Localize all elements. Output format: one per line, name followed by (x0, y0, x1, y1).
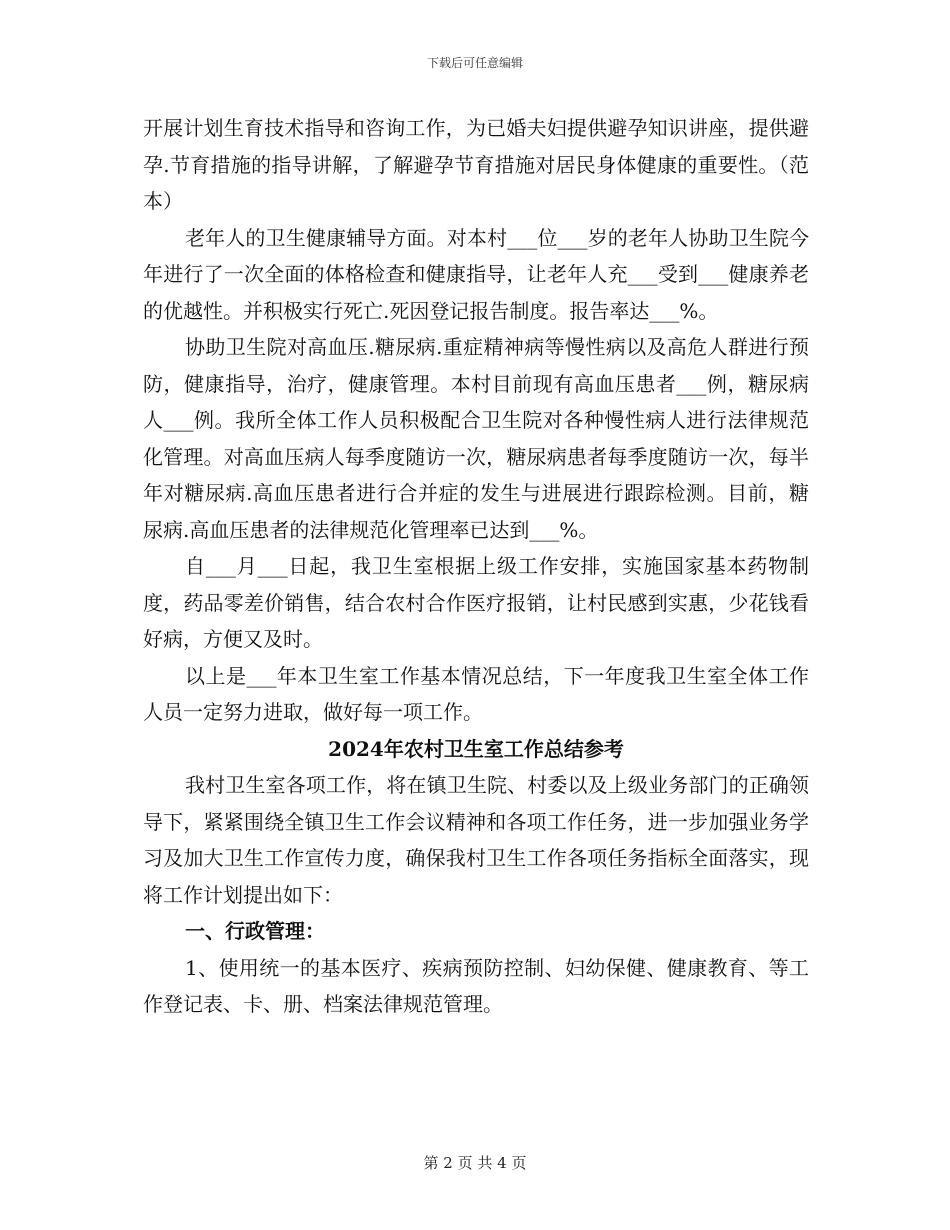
paragraph-admin-item-1: 1、使用统一的基本医疗、疾病预防控制、妇幼保健、健康教育、等工作登记表、卡、册、档案法律规范管理。 (143, 955, 809, 1016)
page-number: 第 2 页 共 4 页 (423, 1154, 527, 1172)
paragraph-family-planning: 开展计划生育技术指导和咨询工作，为已婚夫妇提供避孕知识讲座，提供避孕.节育措施的指导讲解，了解避孕节育措施对居民身体健康的重要性。（范本） (143, 116, 809, 213)
paragraph-chronic-disease: 协助卫生院对高血压.糖尿病.重症精神病等慢性病以及高危人群进行预防，健康指导，治疗，健康管理。本村目前现有高血压患者___例，糖尿病人___例。我所全体工作人员积极配合卫生院对各种慢性病人进行法律规范化管理。对高血压病人每季度随访一次，糖尿病患者每季度随访一次，每半年对糖尿病.高血压患者进行合并症的发生与进展进行跟踪检测。目前，糖尿病.高血压患者的法律规范化管理率已达到___%。 (143, 335, 809, 542)
paragraph-elderly-health: 老年人的卫生健康辅导方面。对本村___位___岁的老年人协助卫生院今年进行了一次全面的体格检查和健康指导，让老年人充___受到___健康养老的优越性。并积极实行死亡.死因登记报告制度。报告率达___%。 (143, 225, 809, 323)
section-title: 2024年农村卫生室工作总结参考 (328, 736, 624, 761)
section-heading-admin: 一、行政管理： (185, 919, 325, 943)
paragraph-plan-intro: 我村卫生室各项工作，将在镇卫生院、村委以及上级业务部门的正确领导下，紧紧围绕全镇卫生工作会议精神和各项工作任务，进一步加强业务学习及加大卫生工作宣传力度，确保我村卫生工作各项任务指标全面落实，现将工作计划提出如下： (143, 773, 809, 907)
paragraph-summary-closing: 以上是___年本卫生室工作基本情况总结，下一年度我卫生室全体工作人员一定努力进取，做好每一项工作。 (143, 663, 809, 724)
document-body (143, 110, 809, 1023)
header-note: 下载后可任意编辑 (426, 56, 523, 70)
paragraph-essential-drugs: 自___月___日起，我卫生室根据上级工作安排，实施国家基本药物制度，药品零差价销售，结合农村合作医疗报销，让村民感到实惠，少花钱看好病，方便又及时。 (143, 554, 809, 651)
